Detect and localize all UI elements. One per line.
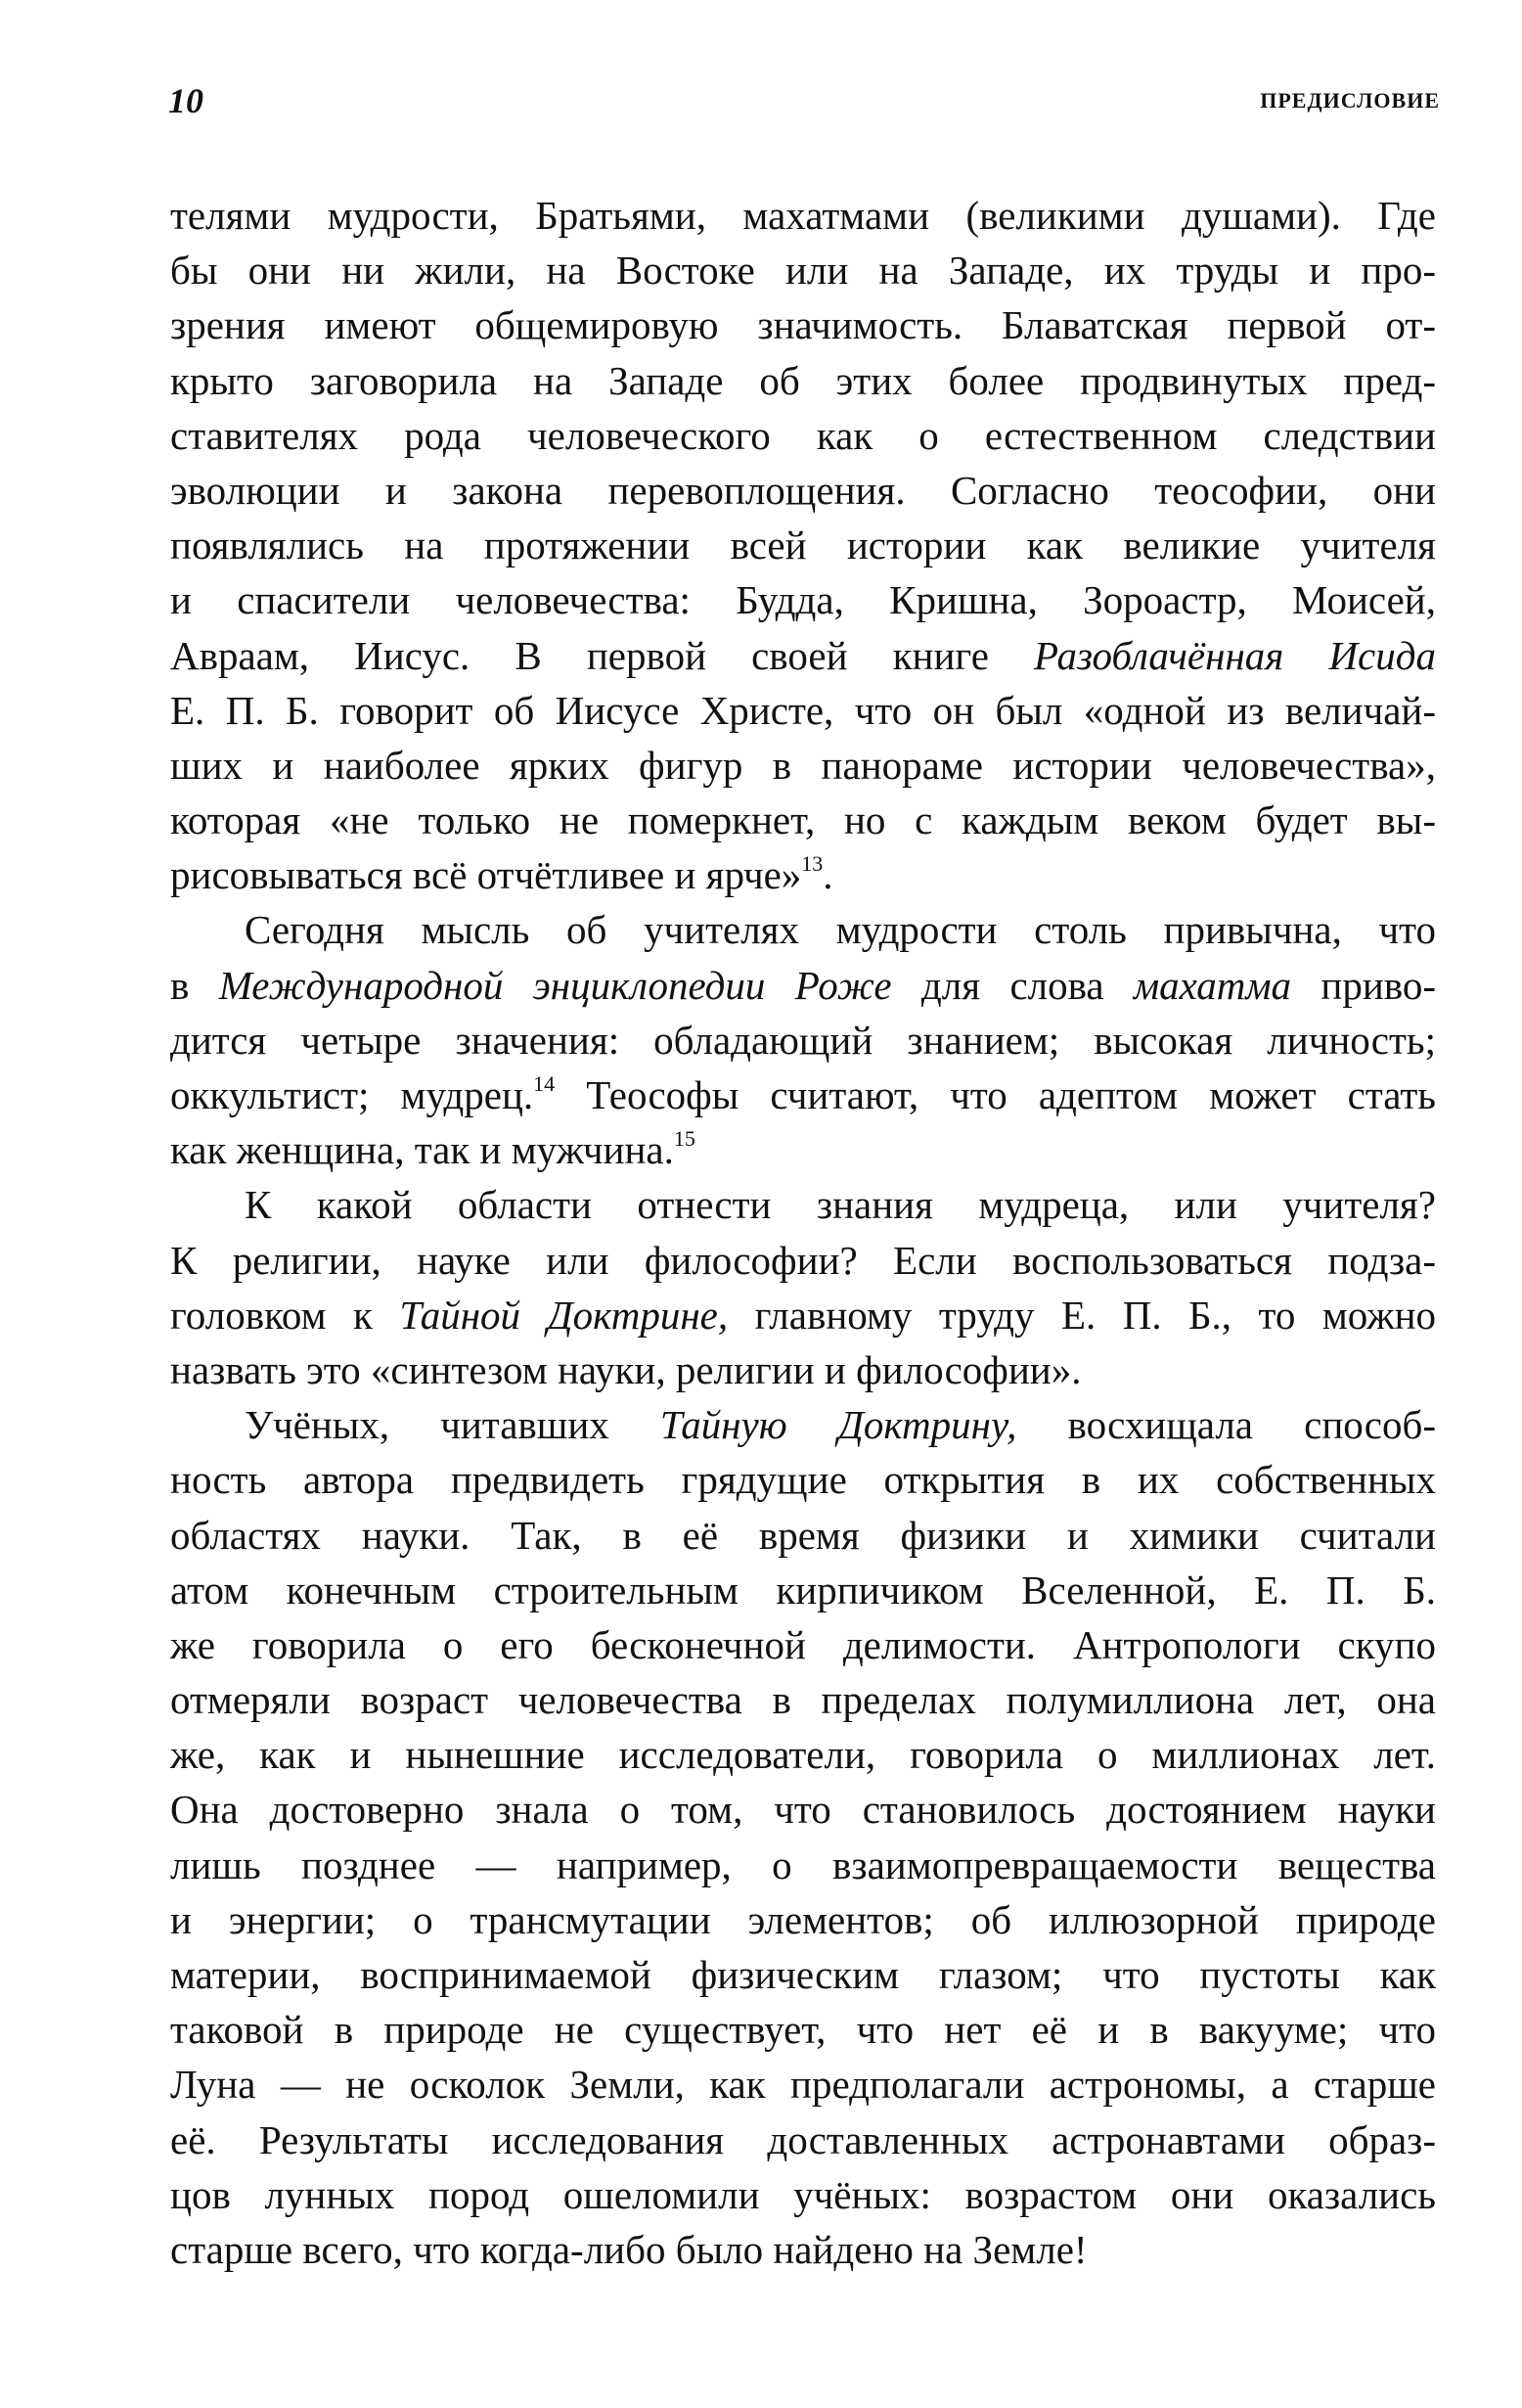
text-line: [170, 1068, 1436, 1122]
text-line: [170, 1892, 1436, 1947]
text-segment: головком к: [170, 1292, 400, 1338]
text-segment: К религии, науке или философии? Если воспользоваться подза-: [170, 1237, 1436, 1283]
text-segment: Луна — не осколок Земли, как предполагали астрономы, а старше: [170, 2062, 1436, 2108]
text-line: [170, 518, 1436, 572]
text-line: [170, 408, 1436, 463]
text-segment: материи, воспринимаемой физическим глазом; что пустоты как: [170, 1952, 1436, 1997]
text-line: [170, 793, 1436, 847]
text-segment: ность автора предвидеть грядущие открытия в их собственных: [170, 1457, 1436, 1503]
text-segment: и спасители человечества: Будда, Кришна, Зороастр, Моисей,: [170, 577, 1436, 623]
footnote-ref: 15: [673, 1126, 695, 1152]
text-line: [170, 1563, 1436, 1617]
text-line: [170, 1397, 1436, 1452]
text-segment: ших и наиболее ярких фигур в панораме истории человечества»,: [170, 742, 1436, 788]
text-line: [170, 1342, 1436, 1397]
text-segment: которая «не только не померкнет, но с каждым веком будет вы-: [170, 797, 1436, 843]
text-segment: бы они ни жили, на Востоке или на Западе, их труды и про-: [170, 248, 1436, 294]
text-segment: Сегодня мысль об учителях мудрости столь привычна, что: [245, 907, 1436, 953]
text-segment: восхищала способ-: [1016, 1402, 1436, 1448]
italic-title: махатма: [1133, 962, 1292, 1008]
text-line: [170, 1177, 1436, 1232]
text-line: [170, 1672, 1436, 1727]
text-segment: старше всего, что когда-либо было найдено на Земле!: [170, 2226, 1088, 2272]
text-line: [170, 2222, 1436, 2277]
footnote-ref: 13: [801, 851, 824, 877]
text-line: [170, 1508, 1436, 1563]
text-line: [170, 1013, 1436, 1068]
text-segment: атом конечным строительным кирпичиком Вселенной, Е. П. Б.: [170, 1567, 1436, 1613]
text-segment: её. Результаты исследования доставленных астронавтами образ-: [170, 2116, 1436, 2162]
text-segment: и энергии; о трансмутации элементов; об иллюзорной природе: [170, 1896, 1436, 1942]
text-segment: зрения имеют общемировую значимость. Блаватская первой от-: [170, 302, 1436, 348]
text-segment: К какой области отнести знания мудреца, или учителя?: [245, 1182, 1436, 1228]
page-number: 10: [168, 81, 203, 120]
text-segment: ставителях рода человеческого как о естественном следствии: [170, 412, 1436, 458]
text-segment: как женщина, так и мужчина.: [170, 1127, 674, 1173]
text-segment: таковой в природе не существует, что нет её и в вакууме; что: [170, 2007, 1436, 2053]
text-line: [170, 2057, 1436, 2112]
text-segment: дится четыре значения: обладающий знанием; высокая личность;: [170, 1017, 1436, 1063]
text-line: [170, 1838, 1436, 1892]
footnote-ref: 14: [533, 1071, 556, 1096]
text-segment: лишь позднее — например, о взаимопревращаемости вещества: [170, 1841, 1436, 1887]
body-text: [170, 188, 1436, 2277]
text-line: [170, 297, 1436, 352]
text-segment: Теософы считают, что адептом может стать: [555, 1072, 1437, 1117]
text-segment: в: [170, 962, 219, 1008]
italic-title: Тайную Доктрину,: [659, 1402, 1017, 1448]
text-line: [170, 463, 1436, 518]
text-segment: появлялись на протяжении всей истории как великие учителя: [170, 522, 1436, 568]
text-segment: Учёных, читавших: [245, 1402, 660, 1448]
italic-title: Международной энциклопедии Роже: [218, 962, 892, 1008]
text-segment: эволюции и закона перевоплощения. Согласно теософии, они: [170, 467, 1436, 513]
text-segment: Она достоверно знала о том, что становилось достоянием науки: [170, 1787, 1436, 1833]
text-segment: областях науки. Так, в её время физики и химики считали: [170, 1512, 1436, 1558]
text-segment: телями мудрости, Братьями, махатмами (великими душами). Где: [170, 193, 1436, 238]
text-segment: приво-: [1291, 962, 1437, 1008]
text-segment: Авраам, Иисус. В первой своей книге: [170, 632, 1035, 678]
text-segment: же, как и нынешние исследователи, говорила о миллионах лет.: [170, 1732, 1436, 1778]
text-segment: оккультист; мудрец.: [170, 1072, 534, 1117]
text-line: [170, 353, 1436, 408]
text-line: [170, 1122, 1436, 1177]
text-line: [170, 1727, 1436, 1782]
text-line: [170, 188, 1436, 243]
text-line: [170, 1288, 1436, 1342]
text-segment: Е. П. Б. говорит об Иисусе Христе, что он был «одной из величай-: [170, 687, 1436, 733]
text-line: [170, 2002, 1436, 2057]
text-line: [170, 243, 1436, 297]
text-line: [170, 847, 1436, 902]
text-line: [170, 902, 1436, 957]
text-line: [170, 572, 1436, 627]
italic-title: Разоблачённая Исида: [1034, 632, 1436, 678]
text-segment: цов лунных пород ошеломили учёных: возрастом они оказались: [170, 2171, 1436, 2217]
text-line: [170, 1452, 1436, 1507]
text-line: [170, 628, 1436, 683]
text-segment: крыто заговорила на Западе об этих более продвинутых пред-: [170, 357, 1436, 403]
text-line: [170, 683, 1436, 738]
text-segment: .: [823, 852, 833, 898]
text-line: [170, 2167, 1436, 2222]
text-segment: отмеряли возраст человечества в пределах полумиллиона лет, она: [170, 1677, 1436, 1723]
text-line: [170, 1233, 1436, 1288]
text-segment: для слова: [891, 962, 1134, 1008]
text-line: [170, 958, 1436, 1013]
italic-title: Тайной Доктрине,: [399, 1292, 729, 1338]
text-line: [170, 738, 1436, 793]
text-line: [170, 1617, 1436, 1672]
text-line: [170, 2113, 1436, 2167]
text-segment: же говорила о его бесконечной делимости. Антропологи скупо: [170, 1621, 1436, 1667]
text-line: [170, 1947, 1436, 2002]
text-segment: назвать это «синтезом науки, религии и философии».: [170, 1346, 1082, 1392]
text-segment: главному труду Е. П. Б., то можно: [728, 1292, 1437, 1338]
running-title: ПРЕДИСЛОВИЕ: [1260, 88, 1440, 113]
text-line: [170, 1782, 1436, 1837]
text-segment: рисовываться всё отчётливее и ярче»: [170, 852, 802, 898]
